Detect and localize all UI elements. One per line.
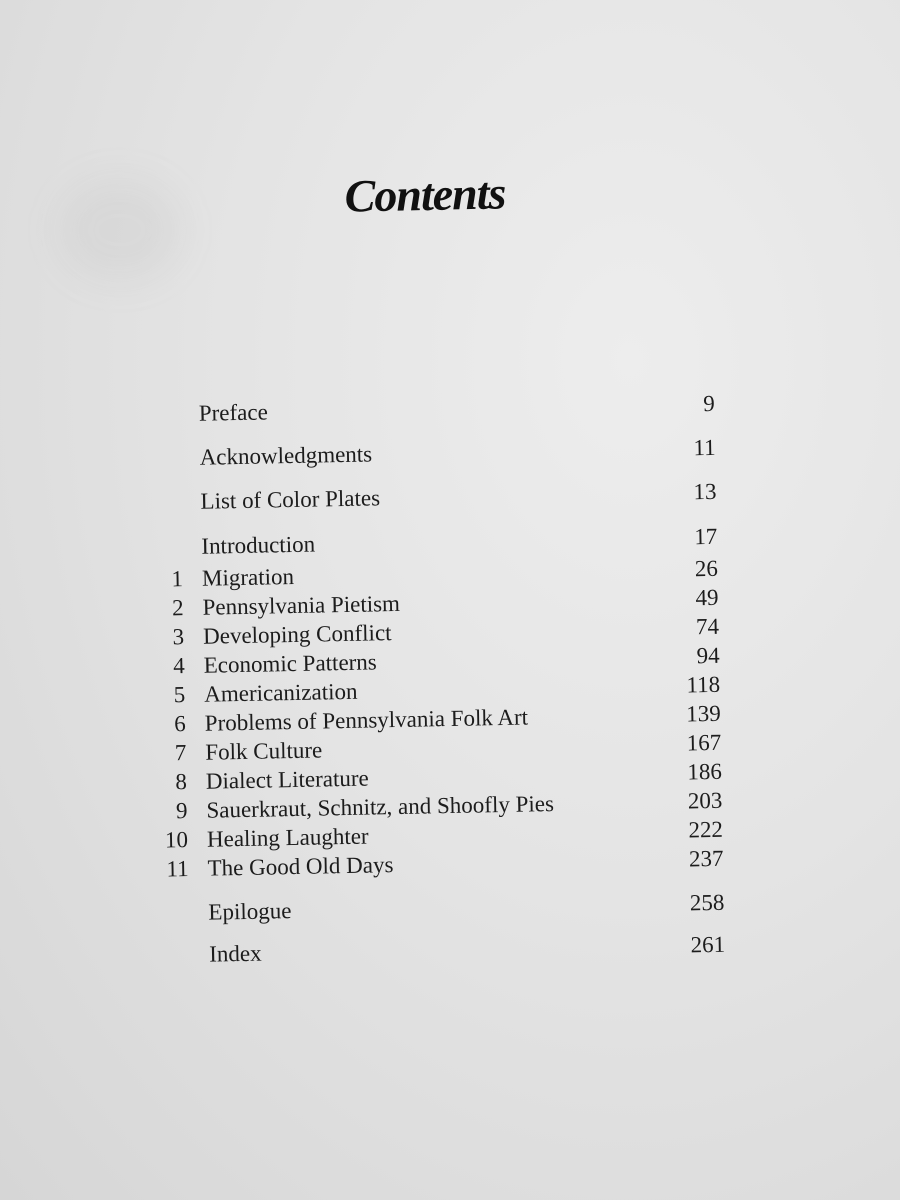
- entry-title: The Good Old Days: [207, 852, 394, 881]
- toc-entry-color-plates: [0, 475, 897, 524]
- toc-entry-index: [5, 928, 900, 977]
- entry-title: Acknowledgments: [199, 441, 373, 470]
- page-title: Contents: [344, 167, 506, 222]
- chapter-number: 10: [164, 827, 189, 853]
- page-number: 26: [694, 555, 719, 582]
- page-number: 167: [686, 729, 722, 756]
- entry-title: Index: [208, 940, 262, 967]
- page-number: 9: [703, 390, 715, 417]
- page-number: 203: [687, 787, 723, 814]
- entry-title: Preface: [198, 399, 269, 426]
- chapter-number: 8: [175, 769, 188, 795]
- entry-title: Economic Patterns: [203, 649, 377, 678]
- page-number: 94: [696, 642, 720, 669]
- toc-entry-acknowledgments: [0, 431, 896, 480]
- entry-title: Pennsylvania Pietism: [202, 590, 401, 620]
- chapter-number: 4: [172, 653, 185, 679]
- entry-title: List of Color Plates: [200, 485, 381, 514]
- entry-title: Healing Laughter: [206, 823, 369, 852]
- page-number: 17: [694, 523, 718, 550]
- page-number: 222: [688, 816, 724, 843]
- page-number: 258: [689, 889, 725, 916]
- page-number: 49: [695, 584, 719, 611]
- entry-title: Americanization: [203, 678, 358, 707]
- page-number: 186: [687, 758, 723, 785]
- entry-title: Sauerkraut, Schnitz, and Shoofly Pies: [206, 791, 555, 823]
- entry-title: Migration: [201, 563, 295, 591]
- page-number: 11: [693, 434, 716, 461]
- chapter-number: 9: [175, 798, 188, 824]
- entry-title: Problems of Pennsylvania Folk Art: [204, 704, 529, 736]
- entry-title: Dialect Literature: [205, 765, 369, 794]
- chapter-number: 6: [174, 711, 187, 737]
- entry-title: Introduction: [201, 531, 316, 559]
- toc-entry-preface: [0, 387, 895, 436]
- toc-entry-epilogue: [4, 886, 900, 935]
- chapter-number: 7: [174, 740, 187, 766]
- chapter-number: 3: [172, 624, 185, 650]
- page-number: 74: [695, 613, 720, 640]
- entry-title: Epilogue: [208, 898, 292, 925]
- entry-title: Developing Conflict: [202, 620, 392, 649]
- chapter-number: 2: [171, 595, 184, 621]
- entry-title: Folk Culture: [205, 737, 323, 765]
- page-number: 261: [690, 931, 726, 958]
- chapter-number: 5: [173, 682, 186, 708]
- page-number: 13: [693, 478, 717, 505]
- chapter-number: 1: [171, 566, 184, 592]
- chapter-number: 11: [166, 856, 189, 882]
- page-number: 237: [688, 845, 724, 872]
- page-number: 118: [686, 671, 721, 698]
- page-number: 139: [685, 700, 721, 727]
